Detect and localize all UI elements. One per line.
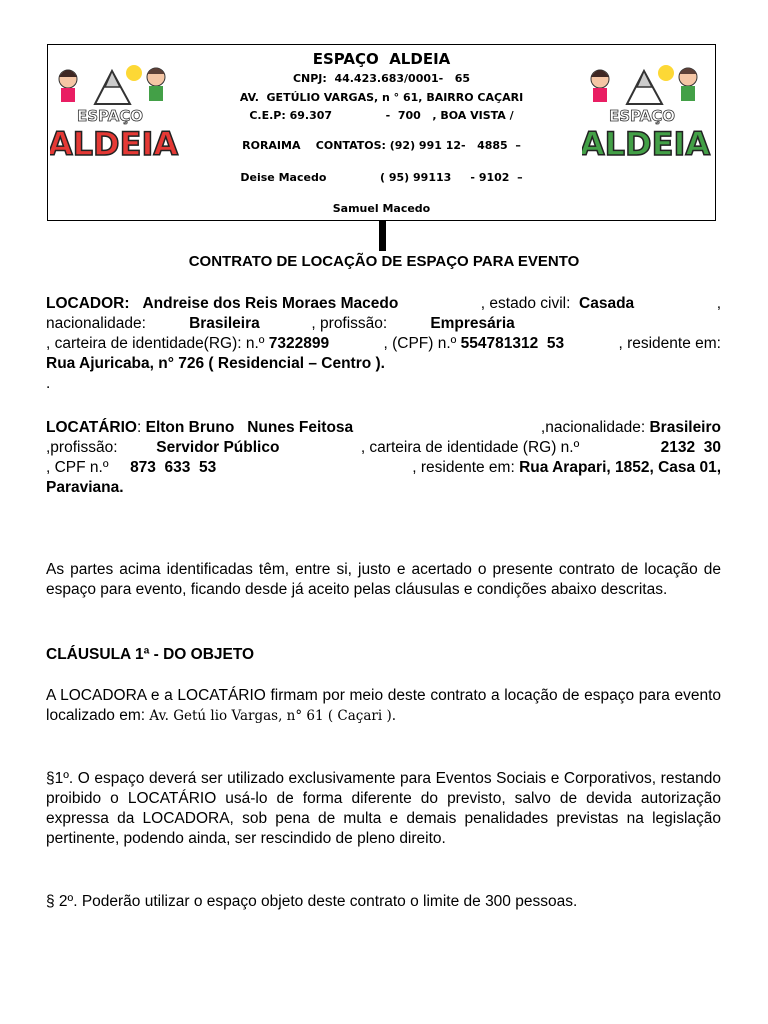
cpf-label: , (CPF) n.º	[383, 335, 457, 352]
clause-1-heading: CLÁUSULA 1ª - DO OBJETO	[46, 646, 255, 663]
espaco-aldeia-logo-right	[582, 59, 714, 169]
locatario-name: Elton Bruno Nunes Feitosa	[145, 419, 354, 436]
locatario-section	[46, 418, 721, 498]
cpf-value: 554781312 53	[460, 335, 565, 352]
cpf-value: 873 633 53	[130, 459, 217, 476]
profissao-label: ,profissão:	[46, 439, 118, 456]
nacionalidade-value: Brasileiro	[649, 419, 721, 436]
contact-deise: Deise Macedo ( 95) 99113 - 9102 –	[240, 171, 523, 184]
letterhead	[47, 44, 716, 221]
rg-label: , carteira de identidade(RG): n.º	[46, 335, 265, 352]
locador-line-5	[46, 374, 721, 394]
locador-line-2	[46, 314, 721, 334]
event-location: Av. Getú lio Vargas, n° 61 ( Caçari ).	[149, 708, 397, 724]
logo-word-espaco: ESPAÇO	[76, 107, 144, 125]
company-cep: C.E.P: 69.307 - 700 , BOA VISTA /	[249, 109, 514, 122]
cpf-label: , CPF n.º	[46, 459, 109, 476]
rg-value: 2132 30	[660, 439, 721, 456]
estado-civil-value: Casada	[579, 295, 635, 312]
locador-address: Rua Ajuricaba, n° 726 ( Residencial – Centro ).	[46, 355, 385, 372]
logo-word-aldeia: ALDEIA	[50, 125, 179, 163]
locatario-address-cont: Paraviana.	[46, 479, 124, 496]
locatario-line-2	[46, 438, 721, 458]
rg-label: , carteira de identidade (RG) n.º	[360, 439, 580, 456]
paragraph-1: §1º. O espaço deverá ser utilizado exclusivamente para Eventos Sociais e Corporativos, restando proibido o LOCATÁRIO usá-lo de forma diferente do previsto, salvo de devida autorização expressa da LOCADORA, sob pena de multa e demais penalidades previstas na legislação pertinente, podendo ainda, ser rescindido de pleno direito.	[46, 770, 721, 847]
locatario-label: LOCATÁRIO	[46, 419, 137, 436]
locador-line-4	[46, 354, 721, 374]
company-name: ESPAÇO ALDEIA	[312, 50, 451, 68]
profissao-value: Empresária	[430, 315, 515, 332]
logo-word-espaco: ESPAÇO	[608, 107, 676, 125]
contract-title: CONTRATO DE LOCAÇÃO DE ESPAÇO PARA EVENTO	[188, 253, 580, 270]
comma: ,	[716, 295, 721, 312]
clause-1-text	[46, 686, 721, 726]
estado-civil-label: , estado civil:	[480, 295, 571, 312]
clause-1-body: A LOCADORA e a LOCATÁRIO firmam por meio deste contrato a locação de espaço para evento localizado em:	[46, 687, 721, 724]
profissao-label: , profissão:	[311, 315, 388, 332]
paragraph-2: § 2º. Poderão utilizar o espaço objeto deste contrato o limite de 300 pessoas.	[46, 893, 578, 910]
espaco-aldeia-logo-left	[50, 59, 182, 169]
contact-samuel: Samuel Macedo	[332, 202, 431, 215]
nacionalidade-label: nacionalidade:	[46, 315, 146, 332]
residente-label: , residente em:	[618, 335, 721, 352]
nacionalidade-value: Brasileira	[189, 315, 260, 332]
company-contacts: RORAIMA CONTATOS: (92) 991 12- 4885 –	[242, 139, 521, 152]
header-divider-bar	[379, 221, 386, 251]
stray-dot: .	[46, 375, 51, 392]
locatario-line-3	[46, 458, 721, 478]
intro-paragraph: As partes acima identificadas têm, entre si, justo e acertado o presente contrato de locação de espaço para evento, ficando desde já aceito pelas cláusulas e condições abaixo descritas.	[46, 561, 721, 598]
colon: :	[136, 419, 142, 436]
locador-line-1	[46, 294, 721, 314]
locador-label: LOCADOR:	[46, 295, 130, 312]
nacionalidade-label: ,nacionalidade:	[540, 419, 646, 436]
locatario-line-1	[46, 418, 721, 438]
logo-word-aldeia: ALDEIA	[582, 125, 711, 163]
company-address: AV. GETÚLIO VARGAS, n ° 61, BAIRRO CAÇARI	[239, 91, 524, 104]
locatario-address: Rua Arapari, 1852, Casa 01,	[519, 459, 721, 476]
profissao-value: Servidor Público	[156, 439, 280, 456]
company-cnpj: CNPJ: 44.423.683/0001- 65	[292, 72, 471, 85]
locador-section	[46, 294, 721, 394]
locador-name: Andreise dos Reis Moraes Macedo	[142, 295, 399, 312]
rg-value: 7322899	[268, 335, 330, 352]
residente-label: , residente em:	[412, 459, 515, 476]
locatario-line-4	[46, 478, 721, 498]
locador-line-3	[46, 334, 721, 354]
